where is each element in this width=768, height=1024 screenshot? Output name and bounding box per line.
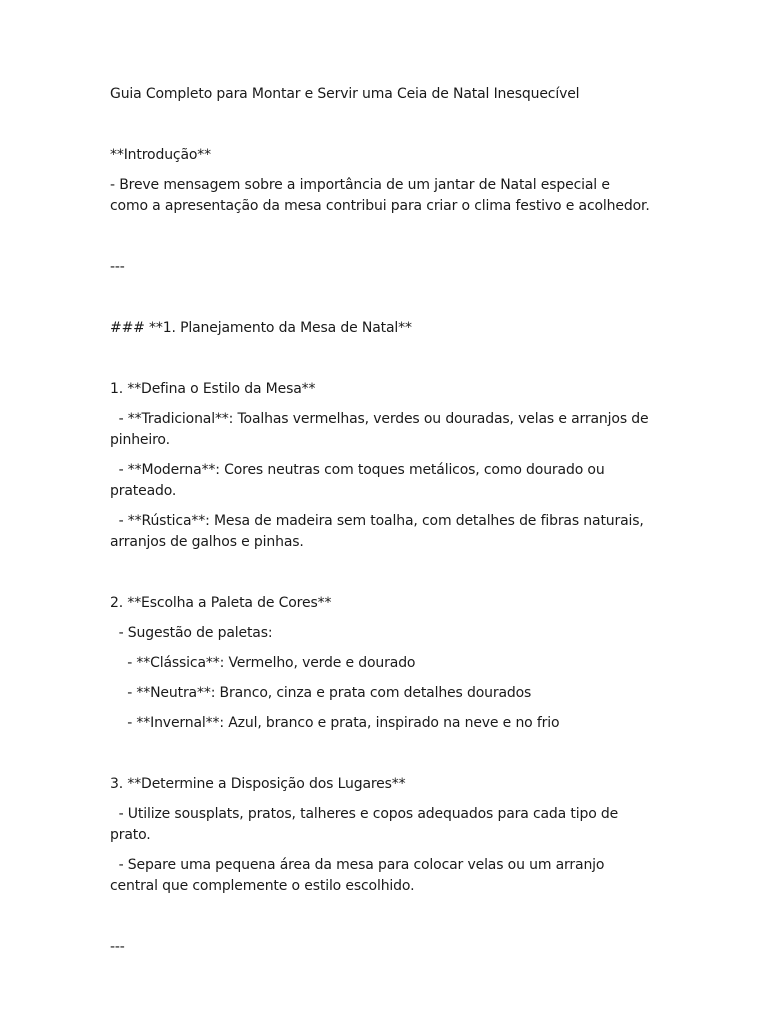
document-title: Guia Completo para Montar e Servir uma Ceia de Natal Inesquecível bbox=[110, 86, 580, 102]
intro-text: - Breve mensagem sobre a importância de um jantar de Natal especial e como a apresentação da mesa contribui para criar o clima festivo e acolhedor. bbox=[110, 177, 650, 214]
list-item-heading: 1. **Defina o Estilo da Mesa** bbox=[110, 381, 316, 397]
list-item-bullet: - **Rústica**: Mesa de madeira sem toalha, com detalhes de fibras naturais, arranjos de galhos e pinhas. bbox=[110, 513, 649, 550]
list-item-heading: 2. **Escolha a Paleta de Cores** bbox=[110, 595, 332, 611]
list-item-bullet: - Separe uma pequena área da mesa para colocar velas ou um arranjo central que complemente o estilo escolhido. bbox=[110, 857, 609, 894]
intro-heading: **Introdução** bbox=[110, 147, 212, 163]
list-item-bullet: - **Moderna**: Cores neutras com toques metálicos, como dourado ou prateado. bbox=[110, 462, 609, 499]
list-item-bullet: - Utilize sousplats, pratos, talheres e copos adequados para cada tipo de prato. bbox=[110, 806, 623, 843]
list-item-sub-bullet: - **Neutra**: Branco, cinza e prata com detalhes dourados bbox=[110, 685, 532, 701]
separator: --- bbox=[110, 259, 125, 275]
separator: --- bbox=[110, 939, 125, 955]
document-body bbox=[110, 84, 653, 958]
section-heading: ### **1. Planejamento da Mesa de Natal** bbox=[110, 320, 412, 336]
list-item-sub-bullet: - **Invernal**: Azul, branco e prata, inspirado na neve e no frio bbox=[110, 715, 560, 731]
list-item-heading: 3. **Determine a Disposição dos Lugares** bbox=[110, 776, 406, 792]
list-item-bullet: - **Tradicional**: Toalhas vermelhas, verdes ou douradas, velas e arranjos de pinheiro. bbox=[110, 411, 653, 448]
list-item-sub-bullet: - **Clássica**: Vermelho, verde e dourado bbox=[110, 655, 416, 671]
list-item-bullet: - Sugestão de paletas: bbox=[110, 625, 273, 641]
